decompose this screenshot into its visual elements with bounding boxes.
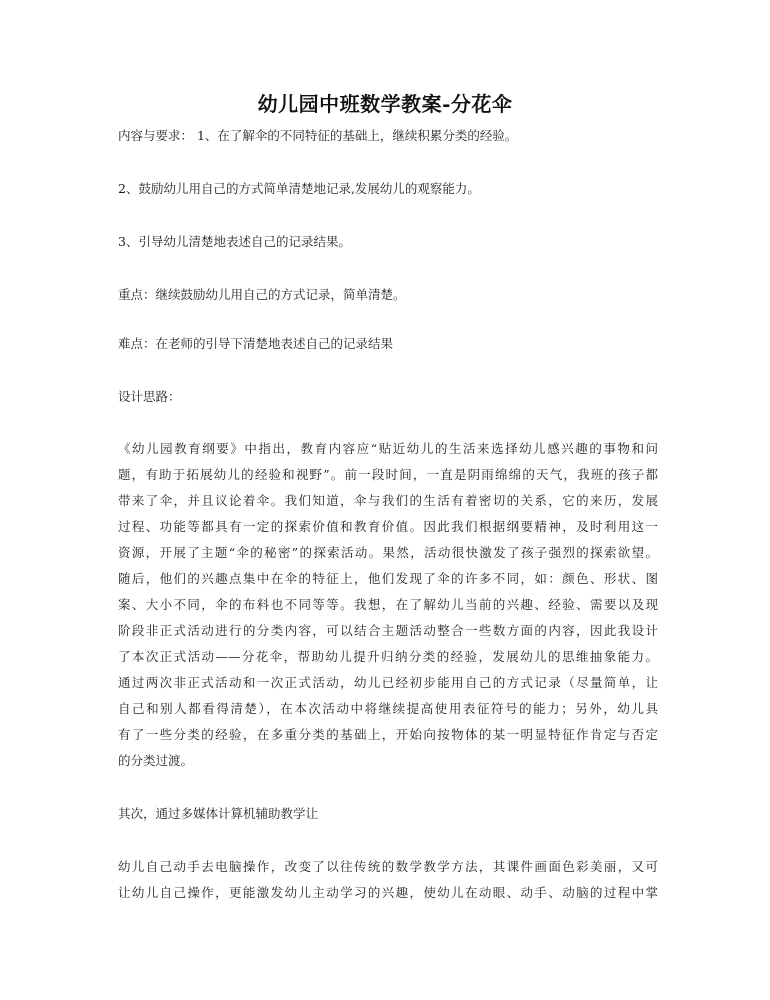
second-paragraph: 其次，通过多媒体计算机辅助教学让 xyxy=(118,806,319,821)
requirement-2: 2、鼓励幼儿用自己的方式简单清楚地记录,发展幼儿的观察能力。 xyxy=(118,181,480,196)
design-line: 了本次正式活动——分花伞，帮助幼儿提升归纳分类的经验，发展幼儿的思维抽象能力。 xyxy=(118,649,658,664)
design-line: 案、大小不同，伞的布料也不同等等。我想，在了解幼儿当前的兴趣、经验、需要以及现 xyxy=(118,597,658,612)
difficulty-point: 难点：在老师的引导下清楚地表述自己的记录结果 xyxy=(118,336,394,351)
document-title: 幼儿园中班数学教案-分花伞 xyxy=(257,92,513,116)
design-line: 资源，开展了主题“伞的秘密”的探索活动。果然，活动很快激发了孩子强烈的探索欲望。 xyxy=(118,545,658,560)
design-line: 有了一些分类的经验，在多重分类的基础上，开始向按物体的某一明显特征作肯定与否定 xyxy=(118,727,658,742)
design-line: 带来了伞，并且议论着伞。我们知道，伞与我们的生活有着密切的关系，它的来历，发展 xyxy=(118,493,658,508)
requirement-1: 内容与要求： 1、在了解伞的不同特征的基础上，继续积累分类的经验。 xyxy=(118,128,518,143)
final-line: 让幼儿自己操作，更能激发幼儿主动学习的兴趣，使幼儿在动眼、动手、动脑的过程中掌 xyxy=(118,885,658,900)
design-line: 的分类过渡。 xyxy=(118,753,194,768)
design-line: 自己和别人都看得清楚），在本次活动中将继续提高使用表征符号的能力；另外，幼儿具 xyxy=(118,701,658,716)
design-line: 随后，他们的兴趣点集中在伞的特征上，他们发现了伞的许多不同，如：颜色、形状、图 xyxy=(118,571,658,586)
design-line: 阶段非正式活动进行的分类内容，可以结合主题活动整合一些数方面的内容，因此我设计 xyxy=(118,623,658,638)
key-point: 重点：继续鼓励幼儿用自己的方式记录，简单清楚。 xyxy=(118,287,406,302)
design-heading: 设计思路： xyxy=(118,389,181,404)
design-line: 通过两次非正式活动和一次正式活动，幼儿已经初步能用自己的方式记录（尽量简单，让 xyxy=(118,675,658,690)
final-line: 幼儿自己动手去电脑操作，改变了以往传统的数学教学方法，其课件画面色彩美丽，又可 xyxy=(118,859,658,874)
design-line: 题，有助于拓展幼儿的经验和视野”。前一段时间，一直是阴雨绵绵的天气，我班的孩子都 xyxy=(118,467,658,482)
requirement-3: 3、引导幼儿清楚地表述自己的记录结果。 xyxy=(118,234,351,249)
design-line: 过程、功能等都具有一定的探索价值和教育价值。因此我们根据纲要精神，及时利用这一 xyxy=(118,519,658,534)
design-line: 《幼儿园教育纲要》中指出，教育内容应“贴近幼儿的生活来选择幼儿感兴趣的事物和问 xyxy=(118,441,658,456)
